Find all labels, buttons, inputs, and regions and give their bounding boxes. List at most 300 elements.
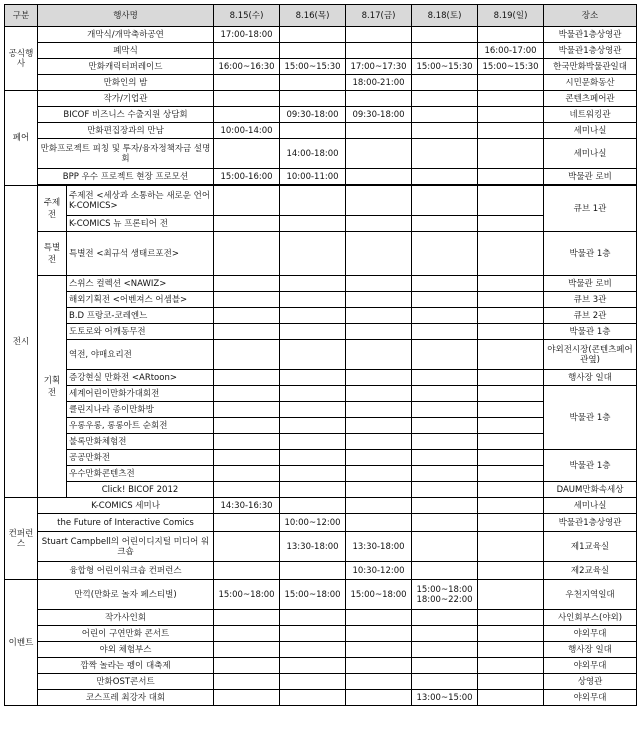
place-cell: 사인회부스(야외) [544, 610, 637, 626]
place-cell: 박물관1층상영관 [544, 27, 637, 43]
time-cell [346, 27, 412, 43]
time-cell [280, 216, 346, 232]
time-cell [280, 186, 346, 216]
header-day-2: 8.16(목) [280, 5, 346, 27]
time-cell [412, 626, 478, 642]
time-cell: 15:00~18:00 [214, 580, 280, 610]
time-cell [214, 75, 280, 91]
header-place: 장소 [544, 5, 637, 27]
time-cell [478, 434, 544, 450]
time-cell [280, 340, 346, 370]
time-cell [478, 418, 544, 434]
time-cell [280, 91, 346, 107]
time-cell [214, 514, 280, 532]
time-cell [346, 450, 412, 466]
time-cell [412, 482, 478, 498]
time-cell [346, 169, 412, 185]
time-cell [346, 308, 412, 324]
place-cell: 시민문화동산 [544, 75, 637, 91]
time-cell [214, 340, 280, 370]
category-exhibition: 전시 [5, 186, 38, 498]
schedule-table [4, 4, 637, 706]
time-cell [280, 123, 346, 139]
time-cell [280, 610, 346, 626]
time-cell [214, 532, 280, 562]
place-cell: 박물관 1층 [544, 232, 637, 276]
time-cell [478, 690, 544, 706]
time-cell: 15:00-16:00 [214, 169, 280, 185]
place-cell: 박물관 1층 [544, 450, 637, 482]
time-cell [478, 75, 544, 91]
table-row [5, 434, 637, 450]
event-name: the Future of Interactive Comics [38, 514, 214, 532]
table-row [5, 370, 637, 386]
time-cell [412, 658, 478, 674]
table-row [5, 498, 637, 514]
time-cell [214, 232, 280, 276]
time-cell [412, 123, 478, 139]
place-cell: 네트워킹관 [544, 107, 637, 123]
time-cell [412, 43, 478, 59]
event-name: 주제전 <세상과 소통하는 새로운 언어 K-COMICS> [67, 186, 214, 216]
time-cell [214, 107, 280, 123]
time-cell: 17:00~17:30 [346, 59, 412, 75]
time-cell [280, 674, 346, 690]
place-cell: 행사장 일대 [544, 370, 637, 386]
time-cell [412, 370, 478, 386]
time-cell [478, 370, 544, 386]
time-cell [412, 91, 478, 107]
time-cell [412, 139, 478, 169]
place-cell: 야외무대 [544, 626, 637, 642]
time-cell [412, 340, 478, 370]
time-cell [280, 324, 346, 340]
place-cell: 우천지역일대 [544, 580, 637, 610]
time-cell [346, 91, 412, 107]
table-row [5, 658, 637, 674]
time-cell [214, 434, 280, 450]
time-cell [346, 466, 412, 482]
time-cell [280, 43, 346, 59]
place-cell: 큐브 1관 [544, 186, 637, 232]
category-event: 이벤트 [5, 580, 38, 706]
time-cell [412, 232, 478, 276]
time-cell: 16:00~16:30 [214, 59, 280, 75]
header-row [5, 5, 637, 27]
time-cell [478, 276, 544, 292]
place-cell: 큐브 3관 [544, 292, 637, 308]
table-row [5, 514, 637, 532]
time-cell [346, 674, 412, 690]
time-cell [478, 386, 544, 402]
table-row [5, 482, 637, 498]
table-row [5, 91, 637, 107]
time-cell [478, 402, 544, 418]
time-cell [346, 292, 412, 308]
place-cell: 큐브 2관 [544, 308, 637, 324]
table-row [5, 107, 637, 123]
time-cell [214, 690, 280, 706]
time-cell: 14:30-16:30 [214, 498, 280, 514]
place-cell: 콘텐츠페어관 [544, 91, 637, 107]
time-cell [214, 216, 280, 232]
time-cell: 09:30-18:00 [280, 107, 346, 123]
time-cell [412, 75, 478, 91]
time-cell [478, 642, 544, 658]
time-cell [412, 642, 478, 658]
time-cell [478, 308, 544, 324]
time-cell [412, 402, 478, 418]
time-cell [280, 690, 346, 706]
time-cell [478, 292, 544, 308]
time-cell [478, 482, 544, 498]
event-name: 세계어린이만화가대회전 [67, 386, 214, 402]
time-cell [346, 139, 412, 169]
time-cell [280, 276, 346, 292]
table-row [5, 43, 637, 59]
event-name: 공공만화전 [67, 450, 214, 466]
table-row [5, 340, 637, 370]
time-cell: 10:00-11:00 [280, 169, 346, 185]
time-cell [280, 232, 346, 276]
time-cell [346, 276, 412, 292]
event-name: 우롱우롱, 롱롱아트 순회전 [67, 418, 214, 434]
time-cell [412, 292, 478, 308]
time-cell: 10:00~12:00 [280, 514, 346, 532]
time-cell [346, 498, 412, 514]
time-cell [280, 308, 346, 324]
event-name: Click! BICOF 2012 [67, 482, 214, 498]
time-cell [214, 466, 280, 482]
event-name: 작가/기업관 [38, 91, 214, 107]
time-cell [478, 107, 544, 123]
time-cell: 15:00~15:30 [412, 59, 478, 75]
table-row [5, 276, 637, 292]
category-fair: 페어 [5, 91, 38, 186]
time-cell [478, 91, 544, 107]
time-cell [346, 386, 412, 402]
time-cell [280, 482, 346, 498]
time-cell [280, 658, 346, 674]
table-row [5, 386, 637, 402]
event-name: BPP 우수 프로젝트 현장 프로모션 [38, 169, 214, 185]
time-cell [478, 340, 544, 370]
time-cell [214, 610, 280, 626]
event-name: 만화인의 밤 [38, 75, 214, 91]
event-name: 스위스 컬렉션 <NAWIZ> [67, 276, 214, 292]
place-cell: 박물관 1층 [544, 324, 637, 340]
event-name: Stuart Campbell의 어린이디지털 미디어 워크숍 [38, 532, 214, 562]
event-name: 작가사인회 [38, 610, 214, 626]
time-cell: 13:30-18:00 [280, 532, 346, 562]
subcategory-special: 특별전 [38, 232, 67, 276]
event-name: 만끽(만화로 놀자 페스티벌) [38, 580, 214, 610]
time-cell [478, 658, 544, 674]
time-cell [346, 642, 412, 658]
time-cell [478, 532, 544, 562]
time-cell [478, 674, 544, 690]
time-cell [478, 610, 544, 626]
time-cell [214, 324, 280, 340]
time-cell [214, 402, 280, 418]
time-cell [412, 434, 478, 450]
time-cell [412, 169, 478, 185]
time-cell [346, 482, 412, 498]
header-event-name: 행사명 [38, 5, 214, 27]
time-cell [280, 434, 346, 450]
time-cell: 09:30-18:00 [346, 107, 412, 123]
time-cell [346, 434, 412, 450]
time-cell [214, 674, 280, 690]
time-cell [478, 123, 544, 139]
table-row [5, 292, 637, 308]
time-cell [346, 610, 412, 626]
event-name: 폐막식 [38, 43, 214, 59]
time-cell [280, 402, 346, 418]
event-name: 불록만화체험전 [67, 434, 214, 450]
header-day-4: 8.18(토) [412, 5, 478, 27]
time-cell [346, 690, 412, 706]
event-name: 융합형 어린이워크숍 컨퍼런스 [38, 562, 214, 580]
event-name: 증강현실 만화전 <ARtoon> [67, 370, 214, 386]
table-row [5, 562, 637, 580]
place-cell: 세미나실 [544, 498, 637, 514]
place-cell: 세미나실 [544, 123, 637, 139]
place-cell: 야외무대 [544, 658, 637, 674]
time-cell [412, 580, 478, 610]
time-slot: 15:00~18:00 [416, 584, 473, 595]
time-cell [412, 216, 478, 232]
time-cell [214, 642, 280, 658]
time-cell: 13:30-18:00 [346, 532, 412, 562]
time-cell [346, 324, 412, 340]
event-name: 만화프로젝트 피칭 및 투자/융자정책자금 설명회 [38, 139, 214, 169]
time-cell [412, 107, 478, 123]
time-cell [280, 498, 346, 514]
time-cell [412, 418, 478, 434]
event-name: K-COMICS 세미나 [38, 498, 214, 514]
time-cell: 16:00-17:00 [478, 43, 544, 59]
time-cell [346, 186, 412, 216]
time-cell [346, 658, 412, 674]
time-cell [280, 27, 346, 43]
table-row [5, 610, 637, 626]
event-name: K-COMICS 뉴 프론티어 전 [67, 216, 214, 232]
time-cell [280, 75, 346, 91]
time-cell [412, 27, 478, 43]
time-cell [280, 450, 346, 466]
event-name: 개막식/개막축하공연 [38, 27, 214, 43]
time-cell: 14:00-18:00 [280, 139, 346, 169]
header-day-1: 8.15(수) [214, 5, 280, 27]
time-cell: 18:00-21:00 [346, 75, 412, 91]
subcategory-theme: 주제전 [38, 186, 67, 232]
time-cell [412, 562, 478, 580]
time-cell [346, 402, 412, 418]
time-cell [346, 232, 412, 276]
table-row [5, 232, 637, 276]
header-day-3: 8.17(금) [346, 5, 412, 27]
table-row [5, 123, 637, 139]
place-cell: DAUM만화속세상 [544, 482, 637, 498]
table-row [5, 27, 637, 43]
time-cell: 15:00~18:00 [346, 580, 412, 610]
time-cell [478, 562, 544, 580]
event-name: 만화편집장과의 만남 [38, 123, 214, 139]
time-cell [214, 626, 280, 642]
event-name: 만화OST콘서트 [38, 674, 214, 690]
time-cell [214, 418, 280, 434]
time-cell [214, 186, 280, 216]
time-cell [478, 580, 544, 610]
event-name: BICOF 비즈니스 수출지원 상담회 [38, 107, 214, 123]
table-row [5, 466, 637, 482]
time-cell [280, 386, 346, 402]
table-row [5, 418, 637, 434]
time-cell: 15:00~15:30 [478, 59, 544, 75]
time-cell [478, 186, 544, 216]
event-name: 어린이 구연만화 콘서트 [38, 626, 214, 642]
time-cell [412, 186, 478, 216]
time-cell [214, 91, 280, 107]
time-cell: 15:00~18:00 [280, 580, 346, 610]
event-name: 깜짝 놀라는 펭이 대축제 [38, 658, 214, 674]
event-name: 클린지나라 종이만화방 [67, 402, 214, 418]
event-name: 역전, 야매요리전 [67, 340, 214, 370]
place-cell: 야외무대 [544, 690, 637, 706]
time-cell [346, 216, 412, 232]
place-cell: 박물관1층상영관 [544, 43, 637, 59]
time-cell [214, 450, 280, 466]
table-row [5, 75, 637, 91]
time-cell [478, 216, 544, 232]
time-cell [478, 324, 544, 340]
time-cell [412, 498, 478, 514]
table-row [5, 580, 637, 610]
time-cell: 10:00-14:00 [214, 123, 280, 139]
place-cell: 제2교육실 [544, 562, 637, 580]
time-cell [214, 370, 280, 386]
table-row [5, 674, 637, 690]
time-cell [346, 123, 412, 139]
time-cell [280, 466, 346, 482]
time-cell [412, 514, 478, 532]
time-cell [280, 626, 346, 642]
time-cell [412, 466, 478, 482]
time-cell [214, 139, 280, 169]
event-name: 도토로와 어깨동무전 [67, 324, 214, 340]
event-name: 코스프레 최강자 대회 [38, 690, 214, 706]
place-cell: 행사장 일대 [544, 642, 637, 658]
time-cell [214, 386, 280, 402]
time-cell [412, 532, 478, 562]
time-cell [478, 514, 544, 532]
time-cell [412, 276, 478, 292]
table-row [5, 642, 637, 658]
place-cell: 제1교육실 [544, 532, 637, 562]
time-cell [280, 562, 346, 580]
time-cell [478, 466, 544, 482]
time-cell [280, 642, 346, 658]
time-cell: 13:00~15:00 [412, 690, 478, 706]
time-cell [214, 276, 280, 292]
time-cell [478, 27, 544, 43]
table-row [5, 324, 637, 340]
time-cell [478, 232, 544, 276]
time-cell [478, 626, 544, 642]
header-category: 구분 [5, 5, 38, 27]
time-cell [346, 626, 412, 642]
time-cell [478, 139, 544, 169]
table-row [5, 532, 637, 562]
time-cell [280, 370, 346, 386]
time-cell [280, 418, 346, 434]
table-row [5, 59, 637, 75]
place-cell: 세미나실 [544, 139, 637, 169]
table-row [5, 216, 637, 232]
table-row [5, 308, 637, 324]
time-cell: 10:30-12:00 [346, 562, 412, 580]
time-cell [478, 450, 544, 466]
place-cell: 박물관 로비 [544, 169, 637, 185]
time-cell [346, 340, 412, 370]
table-row [5, 402, 637, 418]
category-conference: 컨퍼런스 [5, 498, 38, 580]
place-cell: 박물관1층상영관 [544, 514, 637, 532]
event-name: 특별전 <최규석 생태르포전> [67, 232, 214, 276]
event-name: B.D 프랑코-코레엔느 [67, 308, 214, 324]
time-cell [478, 498, 544, 514]
time-cell [346, 418, 412, 434]
time-cell [412, 324, 478, 340]
table-row [5, 626, 637, 642]
time-cell [478, 169, 544, 185]
time-cell [214, 562, 280, 580]
place-cell: 한국만화박물관일대 [544, 59, 637, 75]
event-name: 해외기획전 <어벤져스 어셈블> [67, 292, 214, 308]
time-cell [346, 43, 412, 59]
time-cell [412, 308, 478, 324]
table-row [5, 139, 637, 169]
category-official: 공식행사 [5, 27, 38, 91]
table-row [5, 690, 637, 706]
header-day-5: 8.19(일) [478, 5, 544, 27]
event-name: 야외 체험부스 [38, 642, 214, 658]
time-slot: 18:00~22:00 [416, 594, 473, 605]
place-cell: 박물관 1층 [544, 386, 637, 450]
time-cell [214, 482, 280, 498]
table-row [5, 186, 637, 216]
place-cell: 박물관 로비 [544, 276, 637, 292]
time-cell [214, 43, 280, 59]
time-cell [346, 514, 412, 532]
time-cell [412, 610, 478, 626]
time-cell: 17:00-18:00 [214, 27, 280, 43]
time-cell: 15:00~15:30 [280, 59, 346, 75]
event-name: 만화캐릭터퍼레이드 [38, 59, 214, 75]
time-cell [412, 450, 478, 466]
time-cell [346, 370, 412, 386]
event-name: 우수만화콘텐츠전 [67, 466, 214, 482]
subcategory-planned: 기획전 [38, 276, 67, 498]
time-cell [214, 292, 280, 308]
place-cell: 상영관 [544, 674, 637, 690]
time-cell [280, 292, 346, 308]
time-cell [214, 308, 280, 324]
table-row [5, 450, 637, 466]
time-cell [412, 386, 478, 402]
time-cell [214, 658, 280, 674]
